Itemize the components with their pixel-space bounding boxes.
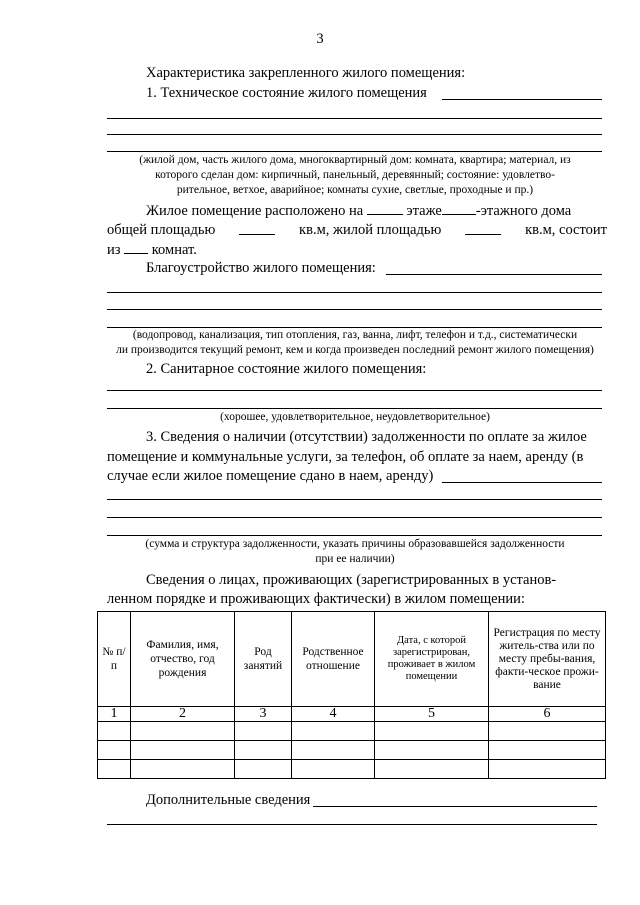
section1-title: 1. Техническое состояние жилого помещения [146,85,427,101]
table-header: Родственное отношение [292,612,375,707]
note-line: при ее наличии) [315,553,395,565]
table-cell[interactable] [375,741,489,760]
area-text: общей площадью [107,222,216,238]
area-text: кв.м, состоит [525,222,607,238]
rooms-text: из [107,242,121,258]
area-text: кв.м, жилой площадью [299,222,442,238]
blank-line [107,408,602,409]
living-area-blank [465,221,501,235]
residents-table [97,611,606,779]
section3-line: помещение и коммунальные услуги, за телефон, об оплате за наем, аренду (в [107,449,584,465]
table-header-row [98,612,606,707]
section3-note [100,537,610,567]
column-number: 2 [131,707,235,722]
table-cell[interactable] [131,760,235,779]
table-cell[interactable] [292,741,375,760]
column-number: 1 [98,707,131,722]
page-number: 3 [316,31,324,47]
table-cell[interactable] [131,722,235,741]
rooms-line [107,240,197,259]
table-cell[interactable] [292,760,375,779]
table-cell[interactable] [489,741,606,760]
blank-line [107,535,602,536]
table-cell[interactable] [98,760,131,779]
section1-note [100,153,610,198]
blank-line [107,118,602,119]
residents-line: ленном порядке и проживающих фактически) в жилом помещении: [107,591,525,607]
amenities-note [100,328,610,358]
rooms-text: комнат. [151,242,197,258]
floor-blank [367,201,403,215]
section3-line: случае если жилое помещение сдано в наем, аренду) [107,468,434,484]
note-line: (жилой дом, часть жилого дома, многоквартирный дом: комната, квартира; материал, из [139,154,571,166]
blank-line [107,824,597,825]
note-line: ли производится текущий ремонт, кем и когда произведен последний ремонт жилого помещения) [116,344,594,356]
table-cell[interactable] [131,741,235,760]
blank-line [107,390,602,391]
note-line: (водопровод, канализация, тип отопления, газ, ванна, лифт, телефон и т.д., систематически [132,329,578,341]
table-cell[interactable] [292,722,375,741]
note-line: (сумма и структура задолженности, указать причины образовавшейся задолженности [145,538,565,550]
table-cell[interactable] [489,722,606,741]
section2-note: (хорошее, удовлетворительное, неудовлетворительное) [220,411,490,423]
location-text: -этажного дома [475,203,572,219]
table-row [98,722,606,741]
table-cell[interactable] [375,722,489,741]
section2-title: 2. Санитарное состояние жилого помещения: [146,361,427,377]
additional-inline-blank [313,806,597,807]
additional-label: Дополнительные сведения [146,792,311,808]
column-number: 5 [375,707,489,722]
note-line: которого сделан дом: кирпичный, панельный, деревянный; состояние: удовлетво- [155,169,555,181]
table-number-row [98,707,606,722]
table-header: Регистрация по месту житель-ства или по месту пребы-вания, факти-ческое прожи-вание [489,612,606,707]
table-cell[interactable] [98,741,131,760]
location-line [146,201,606,220]
column-number: 3 [235,707,292,722]
amenities-inline-blank [386,274,602,275]
residents-line: Сведения о лицах, проживающих (зарегистрированных в установ- [146,572,557,588]
location-text: этаже [406,203,442,219]
note-line: рительное, ветхое, аварийное; комнаты сухие, светлые, проходные и пр.) [176,184,534,196]
table-cell[interactable] [235,741,292,760]
blank-line [107,309,602,310]
table-cell[interactable] [489,760,606,779]
section-heading: Характеристика закрепленного жилого помещения: [146,65,466,81]
table-cell[interactable] [375,760,489,779]
blank-line [107,517,602,518]
blank-line [107,292,602,293]
location-text: Жилое помещение расположено на [146,203,364,219]
table-cell[interactable] [235,722,292,741]
blank-line [107,499,602,500]
blank-line [107,134,602,135]
table-header: № п/п [98,612,131,707]
total-area-blank [239,221,275,235]
rooms-blank [124,240,148,254]
table-header: Род занятий [235,612,292,707]
blank-line [107,151,602,152]
table-cell[interactable] [98,722,131,741]
floors-total-blank [442,201,476,215]
table-row [98,760,606,779]
area-line [107,221,607,239]
section1-inline-blank [442,99,602,100]
section3-inline-blank [442,482,602,483]
column-number: 6 [489,707,606,722]
table-header: Фамилия, имя, отчество, год рождения [131,612,235,707]
table-row [98,741,606,760]
table-cell[interactable] [235,760,292,779]
column-number: 4 [292,707,375,722]
amenities-title: Благоустройство жилого помещения: [146,260,376,276]
table-header: Дата, с которой зарегистрирован, проживает в жилом помещении [375,612,489,707]
section3-line: 3. Сведения о наличии (отсутствии) задолженности по оплате за жилое [146,429,587,445]
